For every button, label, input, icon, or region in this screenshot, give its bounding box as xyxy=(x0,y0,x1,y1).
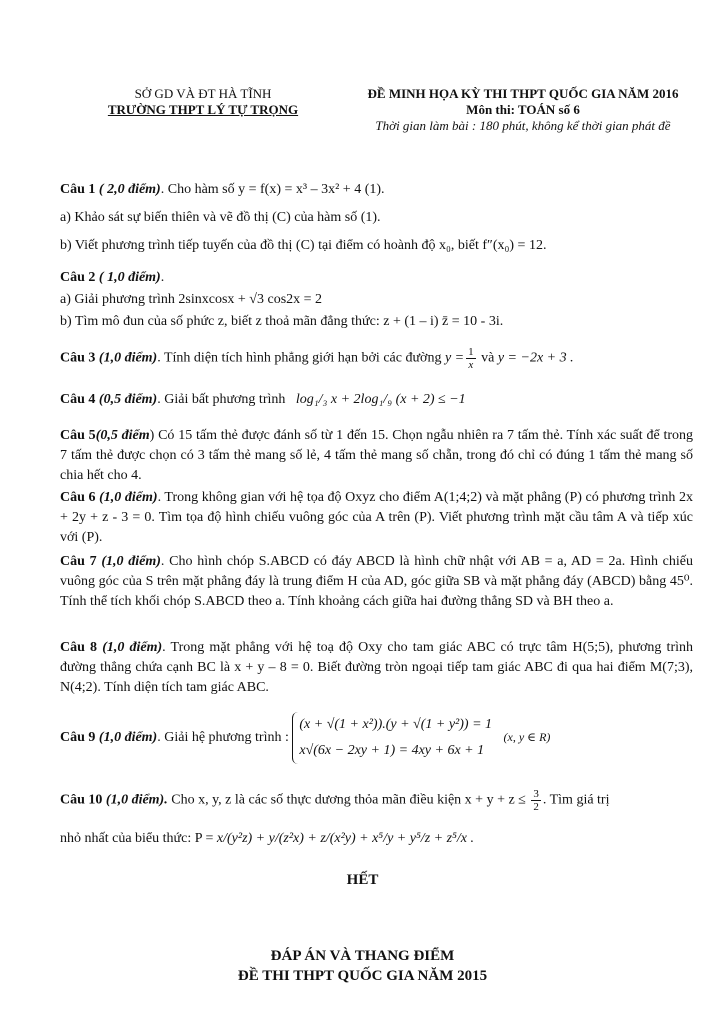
q10-bound-fraction xyxy=(531,788,541,813)
q1-text: . Cho hàm số y = f(x) = x³ – 3x² + 4 (1). xyxy=(160,182,385,197)
q2-part-b: b) Tìm mô đun của số phức z, biết z thoả mãn đẳng thức: z + (1 – i) z̄ = 10 - 3i. xyxy=(60,314,504,329)
school-header xyxy=(88,86,318,118)
q3-fraction xyxy=(466,346,476,371)
q9-title: Câu 9 xyxy=(60,730,96,746)
q4-text: . Giải bất phương trình xyxy=(157,392,286,407)
q3-fraction-den: x xyxy=(468,359,474,371)
exam-title: ĐỀ MINH HỌA KỲ THI THPT QUỐC GIA NĂM 2016 xyxy=(367,86,679,101)
q2-title: Câu 2 xyxy=(60,270,96,285)
question-1 xyxy=(60,180,693,256)
q3-fraction-num: 1 xyxy=(468,346,474,358)
q7-title: Câu 7 xyxy=(60,554,97,569)
end-mark: HẾT xyxy=(346,872,379,888)
q1-part-b: b) Viết phương trình tiếp tuyến của đồ thị (C) tại điểm có hoành độ x₀, biết f″(x₀) = 12. xyxy=(60,238,547,253)
q8-points: (1,0 điểm) xyxy=(102,640,163,655)
question-7 xyxy=(60,552,693,612)
answer-key-title: ĐÁP ÁN VÀ THANG ĐIỂM xyxy=(270,948,455,964)
q1-points: ( 2,0 điểm) xyxy=(98,182,161,197)
q9-text: . Giải hệ phương trình : xyxy=(157,730,289,746)
q5-points: (0,5 điểm xyxy=(95,428,150,443)
q10-text-2: . Tìm giá trị xyxy=(542,792,610,808)
q3-eq1-lhs: y = xyxy=(444,350,465,366)
question-3 xyxy=(60,346,693,371)
q10-bound-num: 3 xyxy=(533,788,539,800)
exam-header xyxy=(328,86,718,134)
school-name: TRƯỜNG THPT LÝ TỰ TRỌNG xyxy=(107,102,299,117)
department-name: SỞ GD VÀ ĐT HÀ TĨNH xyxy=(134,86,272,101)
q10-bound-den: 2 xyxy=(533,801,539,813)
q4-points: (0,5 điểm) xyxy=(98,392,158,407)
question-9 xyxy=(60,712,693,764)
q7-points: (1,0 điểm) xyxy=(101,554,161,569)
q10-title: Câu 10 xyxy=(60,792,103,808)
q4-title: Câu 4 xyxy=(60,392,96,407)
q10-text: Cho x, y, z là các số thực dương thỏa mãn điều kiện x + y + z ≤ xyxy=(167,792,526,808)
q3-text: . Tính diện tích hình phẳng giới hạn bởi các đường xyxy=(157,350,442,366)
q8-title: Câu 8 xyxy=(60,640,98,655)
question-5 xyxy=(60,426,693,486)
answer-key-heading xyxy=(0,946,725,986)
q9-equation-system xyxy=(292,712,492,764)
question-2: Câu 2 ( 1,0 điểm). a) Giải phương trình 2sinxcosx + √3 cos2x = 2 b) Tìm mô đun của số phức z, biết z thoả mãn đẳng thức: z + (1 – i) z̄ = 10 - 3i. xyxy=(60,268,693,332)
q3-points: (1,0 điểm) xyxy=(98,350,158,366)
q4-inequality: log₁/₃ x + 2log₁/₉ (x + 2) ≤ −1 xyxy=(295,392,466,407)
q9-domain: (x, y ∈ R) xyxy=(503,730,551,745)
question-6 xyxy=(60,488,693,548)
q9-equation-1: (x + √(1 + x²)).(y + √(1 + y²)) = 1 xyxy=(299,717,493,732)
q6-text: . Trong không gian với hệ tọa độ Oxyz cho điểm A(1;4;2) và mặt phẳng (P) có phương trình 2x + 2y + z - 3 = 0. Tìm tọa độ hình chiếu vuông góc của A trên (P). Viết phương trình mặt cầu tâm A và tiếp xúc với (P). xyxy=(60,490,694,545)
q6-points: (1,0 điểm) xyxy=(99,490,158,505)
q3-and: và xyxy=(481,350,495,366)
q3-title: Câu 3 xyxy=(60,350,96,366)
q1-title: Câu 1 xyxy=(60,182,96,197)
question-10 xyxy=(60,788,693,849)
exam-subject: Môn thi: TOÁN số 6 xyxy=(466,102,580,117)
answer-key-subtitle: ĐỀ THI THPT QUỐC GIA NĂM 2015 xyxy=(237,968,488,984)
q10-expression: x/(y²z) + y/(z²x) + z/(x²y) + x⁵/y + y⁵/z + z⁵/x . xyxy=(216,831,475,846)
q1-part-a: a) Khảo sát sự biến thiên và vẽ đồ thị (C) của hàm số (1). xyxy=(60,210,381,225)
q2-points: ( 1,0 điểm) xyxy=(98,270,161,285)
q6-title: Câu 6 xyxy=(60,490,96,505)
q10-text-3: nhỏ nhất của biểu thức: P = xyxy=(60,831,214,846)
q8-text: . Trong mặt phẳng với hệ toạ độ Oxy cho tam giác ABC có trực tâm H(5;5), phương trình đường thẳng chứa cạnh BC là x + y – 8 = 0. Biết đường tròn ngoại tiếp tam giác ABC đi qua hai điểm M(7;3), N(4;2). Tính diện tích tam giác ABC. xyxy=(60,640,693,695)
q9-points: (1,0 điểm) xyxy=(98,730,158,746)
q5-text: ) Có 15 tấm thẻ được đánh số từ 1 đến 15. Chọn ngẫu nhiên ra 7 tấm thẻ. Tính xác suất để trong 7 tấm thẻ được chọn có 3 tấm thẻ mang số lẻ, 4 tấm thẻ mang số chẵn, trong đó chỉ có đúng 1 tấm thẻ mang số chia hết cho 4. xyxy=(60,428,693,483)
q7-text: . Cho hình chóp S.ABCD có đáy ABCD là hình chữ nhật với AB = a, AD = 2a. Hình chiếu vuông góc của S trên mặt phẳng đáy là trung điểm H của AD, góc giữa SB và mặt phẳng đáy (ABCD) bằng 45⁰. Tính thể tích khối chóp S.ABCD theo a. Tính khoảng cách giữa hai đường thẳng SD và BH theo a. xyxy=(60,554,693,609)
question-4 xyxy=(60,390,693,410)
question-8 xyxy=(60,638,693,698)
q3-eq2: y = −2x + 3 . xyxy=(497,350,574,366)
q9-equation-2: x√(6x − 2xy + 1) = 4xy + 6x + 1 xyxy=(299,743,485,758)
q5-title: Câu 5 xyxy=(60,428,96,443)
q2-part-a: a) Giải phương trình 2sinxcosx + √3 cos2x = 2 xyxy=(60,292,323,307)
q10-points: (1,0 điểm). xyxy=(105,792,168,808)
exam-duration: Thời gian làm bài : 180 phút, không kể thời gian phát đề xyxy=(375,118,671,133)
